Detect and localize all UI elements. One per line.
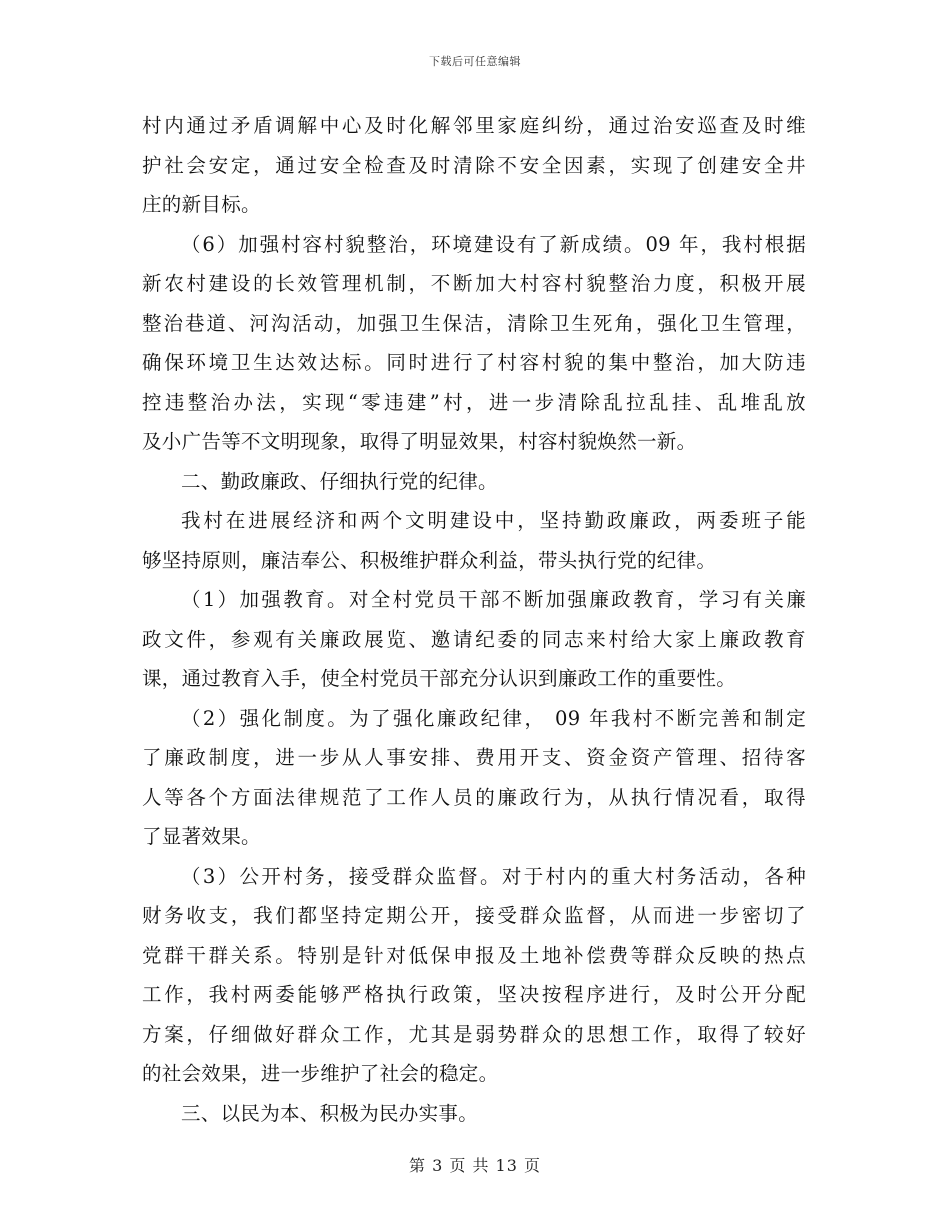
- text-line: 新农村建设的长效管理机制，不断加大村容村貌整治力度，积极开展: [142, 272, 806, 295]
- text-line: 工作，我村两委能够严格执行政策，坚决按程序进行，及时公开分配: [142, 983, 806, 1006]
- text-line: 三、以民为本、积极为民办实事。: [181, 1101, 479, 1125]
- text-line: 课，通过教育入手，使全村党员干部充分认识到廉政工作的重要性。: [142, 667, 737, 690]
- document-body: [142, 106, 806, 1133]
- page-footer: 第 3 页 共 13 页: [409, 1156, 541, 1175]
- paragraph: [142, 501, 806, 580]
- text-line: 护社会安定，通过安全检查及时清除不安全因素，实现了创建安全井: [142, 153, 806, 177]
- paragraph: [142, 462, 806, 502]
- text-line: （1）加强教育。对全村党员干部不断加强廉政教育，学习有关廉: [181, 588, 806, 611]
- text-line: 整治巷道、河沟活动，加强卫生保洁，清除卫生死角，强化卫生管理，: [142, 311, 806, 335]
- text-line: 二、勤政廉政、仔细执行党的纪律。: [181, 469, 498, 493]
- text-line: 方案，仔细做好群众工作，尤其是弱势群众的思想工作，取得了较好: [142, 1022, 806, 1046]
- page-header: 下载后可任意编辑: [429, 55, 521, 68]
- text-line: 了廉政制度，进一步从人事安排、费用开支、资金资产管理、招待客: [142, 746, 806, 769]
- text-line: （3）公开村务，接受群众监督。对于村内的重大村务活动，各种: [181, 864, 806, 888]
- text-line: （6）加强村容村貌整治，环境建设有了新成绩。09 年，我村根据: [181, 232, 806, 256]
- paragraph: [142, 106, 806, 225]
- text-line: 确保环境卫生达效达标。同时进行了村容村貌的集中整治，加大防违: [142, 351, 806, 374]
- text-line: 政文件，参观有关廉政展览、邀请纪委的同志来村给大家上廉政教育: [142, 627, 806, 651]
- text-line: 及小广告等不文明现象，取得了明显效果，村容村貌焕然一新。: [142, 430, 697, 453]
- text-line: 够坚持原则，廉洁奉公、积极维护群众利益，带头执行党的纪律。: [142, 548, 717, 572]
- paragraph: [142, 580, 806, 699]
- text-line: 了显著效果。: [142, 825, 261, 848]
- text-line: 村内通过矛盾调解中心及时化解邻里家庭纠纷，通过治安巡查及时维: [142, 114, 806, 137]
- text-line: 庄的新目标。: [142, 193, 261, 216]
- paragraph: [142, 857, 806, 1094]
- text-line: 我村在进展经济和两个文明建设中，坚持勤政廉政，两委班子能: [181, 509, 806, 532]
- text-line: 控违整治办法，实现“零违建”村，进一步清除乱拉乱挂、乱堆乱放: [142, 390, 806, 414]
- text-line: （2）强化制度。为了强化廉政纪律， 09 年我村不断完善和制定: [181, 706, 806, 730]
- text-line: 党群干群关系。特别是针对低保申报及土地补偿费等群众反映的热点: [142, 943, 806, 967]
- text-line: 财务收支，我们都坚持定期公开，接受群众监督，从而进一步密切了: [142, 904, 806, 927]
- paragraph: [142, 1094, 806, 1134]
- paragraph: [142, 699, 806, 857]
- text-line: 的社会效果，进一步维护了社会的稳定。: [142, 1062, 499, 1085]
- paragraph: [142, 225, 806, 462]
- text-line: 人等各个方面法律规范了工作人员的廉政行为，从执行情况看，取得: [142, 785, 806, 809]
